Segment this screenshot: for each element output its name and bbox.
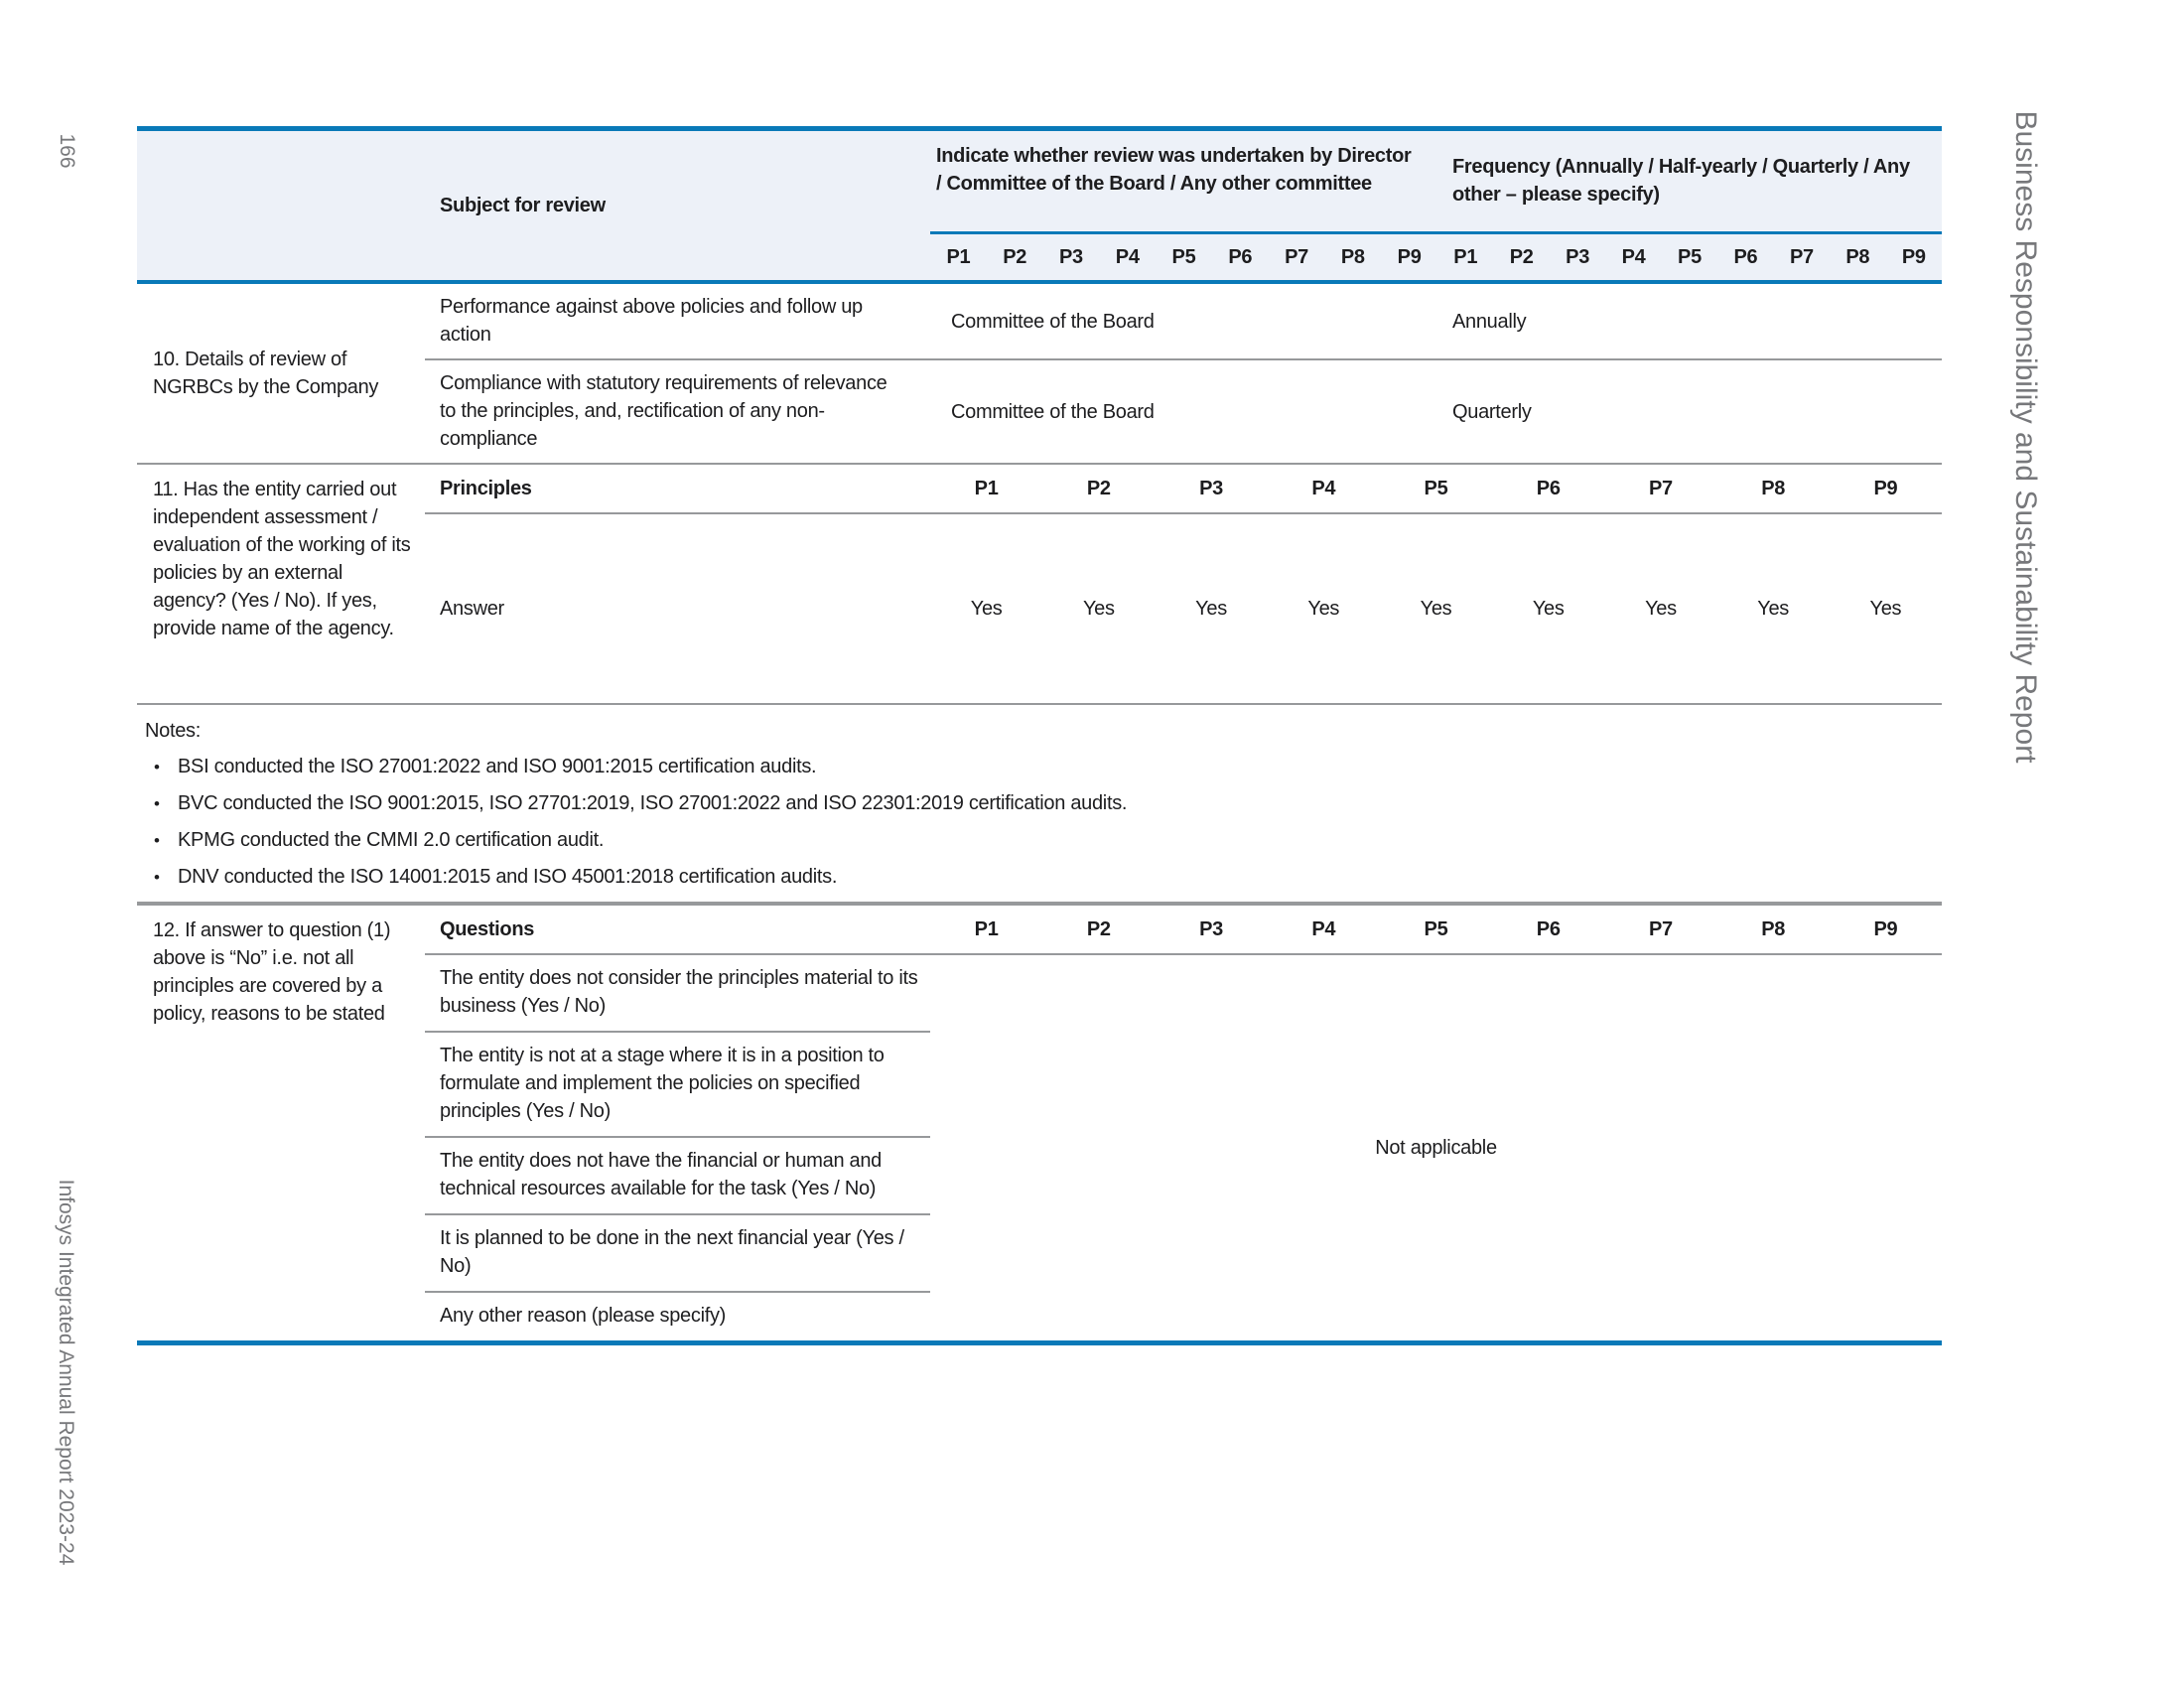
header-frequency: Frequency (Annually / Half-yearly / Quarterly / Any other – please specify) [1437, 131, 1942, 234]
row-12-questions-header: Questions [425, 906, 930, 955]
principle-column-label: P5 [1424, 918, 1448, 940]
principle-column-label: P1 [1453, 246, 1478, 268]
header-review-principle-columns [930, 234, 1437, 280]
section-title-vertical-text: Business Responsibility and Sustainability Report [2009, 110, 2042, 764]
row-10-frequency-value: Quarterly [1452, 400, 1532, 423]
answer-value: Yes [1645, 598, 1677, 620]
report-title-vertical-text: Infosys Integrated Annual Report 2023-24 [55, 1179, 77, 1566]
row-12-label: 12. If answer to question (1) above is “No” i.e. not all principles are covered by a policy, reasons to be stated [153, 919, 391, 1025]
notes-list [145, 753, 1942, 892]
note-text: DNV conducted the ISO 14001:2015 and ISO 45001:2018 certification audits. [178, 866, 838, 888]
principle-column-label: P3 [1199, 478, 1223, 499]
principle-column-label: P9 [1873, 918, 1898, 940]
principle-column-label: P3 [1199, 918, 1223, 940]
principle-column-label: P8 [1845, 246, 1870, 268]
principle-column-label: P1 [974, 478, 999, 499]
bullet-icon [154, 753, 178, 781]
answer-value: Yes [1082, 598, 1115, 620]
row-10-subject-performance: Performance against above policies and follow up action [425, 284, 930, 360]
note-text: BSI conducted the ISO 27001:2022 and ISO 9001:2015 certification audits. [178, 756, 817, 777]
row-11-principle-columns [930, 465, 1942, 514]
note-item [145, 826, 1942, 855]
principle-column-label: P6 [1536, 918, 1561, 940]
principle-column-label: P5 [1171, 246, 1196, 268]
answer-value: Yes [1532, 598, 1565, 620]
principle-column-label: P6 [1536, 478, 1561, 499]
principle-column-label: P7 [1649, 478, 1673, 499]
bullet-icon [154, 826, 178, 855]
principle-column-label: P9 [1397, 246, 1422, 268]
principle-column-label: P2 [1086, 478, 1111, 499]
note-item [145, 863, 1942, 892]
row-10-review-value: Committee of the Board [951, 400, 1155, 423]
header-review-undertaken-by: Indicate whether review was undertaken by Director / Committee of the Board / Any other committee [930, 131, 1437, 234]
page-number: 166 [56, 133, 78, 169]
principle-column-label: P4 [1115, 246, 1140, 268]
bullet-icon [154, 863, 178, 892]
row-10-frequency-value: Annually [1437, 284, 1942, 360]
row-10-label: 10. Details of review of NGRBCs by the Company [153, 349, 379, 398]
row-11-answer-values [930, 514, 1942, 703]
notes-section [137, 705, 1942, 906]
answer-value: Yes [1757, 598, 1790, 620]
question-item: The entity is not at a stage where it is in a position to formulate and implement the policies on specified principles (Yes / No) [425, 1031, 930, 1136]
note-item [145, 789, 1942, 818]
principle-column-label: P6 [1733, 246, 1758, 268]
row-11-answer-label: Answer [440, 598, 504, 620]
question-item: Any other reason (please specify) [425, 1291, 930, 1340]
ngrbc-review-table [137, 126, 1942, 1345]
principle-column-label: P4 [1311, 478, 1336, 499]
principle-column-label: P8 [1340, 246, 1365, 268]
principle-column-label: P8 [1761, 478, 1786, 499]
row-12-principle-columns [930, 906, 1942, 955]
note-text: KPMG conducted the CMMI 2.0 certification audit. [178, 829, 605, 851]
principle-column-label: P4 [1621, 246, 1646, 268]
answer-value: Yes [1307, 598, 1340, 620]
row-10-details-of-review [137, 284, 1942, 465]
principle-column-label: P7 [1649, 918, 1673, 940]
row-11-principles-header: Principles [425, 465, 930, 514]
bullet-icon [154, 789, 178, 818]
principle-column-label: P7 [1789, 246, 1814, 268]
table-header [137, 126, 1942, 284]
principle-column-label: P2 [1509, 246, 1534, 268]
principle-column-label: P6 [1228, 246, 1253, 268]
row-10-subject-compliance: Compliance with statutory requirements of relevance to the principles, and, rectification of any non-compliance [440, 372, 887, 450]
principle-column-label: P8 [1761, 918, 1786, 940]
principle-column-label: P9 [1873, 478, 1898, 499]
header-subject-for-review: Subject for review [440, 195, 606, 216]
question-item: The entity does not consider the principles material to its business (Yes / No) [440, 967, 918, 1017]
principle-column-label: P9 [1901, 246, 1926, 268]
row-11-independent-assessment [137, 465, 1942, 705]
note-text: BVC conducted the ISO 9001:2015, ISO 27701:2019, ISO 27001:2022 and ISO 22301:2019 certification audits. [178, 792, 1128, 814]
principle-column-label: P4 [1311, 918, 1336, 940]
header-empty-cell [137, 131, 425, 280]
answer-value: Yes [1420, 598, 1452, 620]
question-item: The entity does not have the financial or human and technical resources available for the task (Yes / No) [425, 1136, 930, 1213]
principle-column-label: P5 [1424, 478, 1448, 499]
row-11-label: 11. Has the entity carried out independent assessment / evaluation of the working of its policies by an external agency? (Yes / No). If yes, provide name of the agency. [153, 479, 411, 639]
note-item [145, 753, 1942, 781]
row-10-review-value: Committee of the Board [930, 284, 1437, 360]
answer-value: Yes [970, 598, 1003, 620]
principle-column-label: P2 [1086, 918, 1111, 940]
principle-column-label: P5 [1678, 246, 1702, 268]
principle-column-label: P1 [946, 246, 971, 268]
principle-column-label: P7 [1285, 246, 1308, 268]
answer-value: Yes [1195, 598, 1227, 620]
row-12-questions-list [425, 955, 930, 1340]
row-12-reasons-not-covered [137, 906, 1942, 1345]
principle-column-label: P1 [974, 918, 999, 940]
principle-column-label: P2 [1003, 246, 1027, 268]
answer-value: Yes [1869, 598, 1902, 620]
row-12-not-applicable-value: Not applicable [1375, 1137, 1497, 1159]
question-item: It is planned to be done in the next financial year (Yes / No) [425, 1213, 930, 1291]
header-frequency-principle-columns [1437, 234, 1942, 280]
notes-title: Notes: [145, 720, 202, 742]
principle-column-label: P3 [1566, 246, 1590, 268]
principle-column-label: P3 [1059, 246, 1083, 268]
